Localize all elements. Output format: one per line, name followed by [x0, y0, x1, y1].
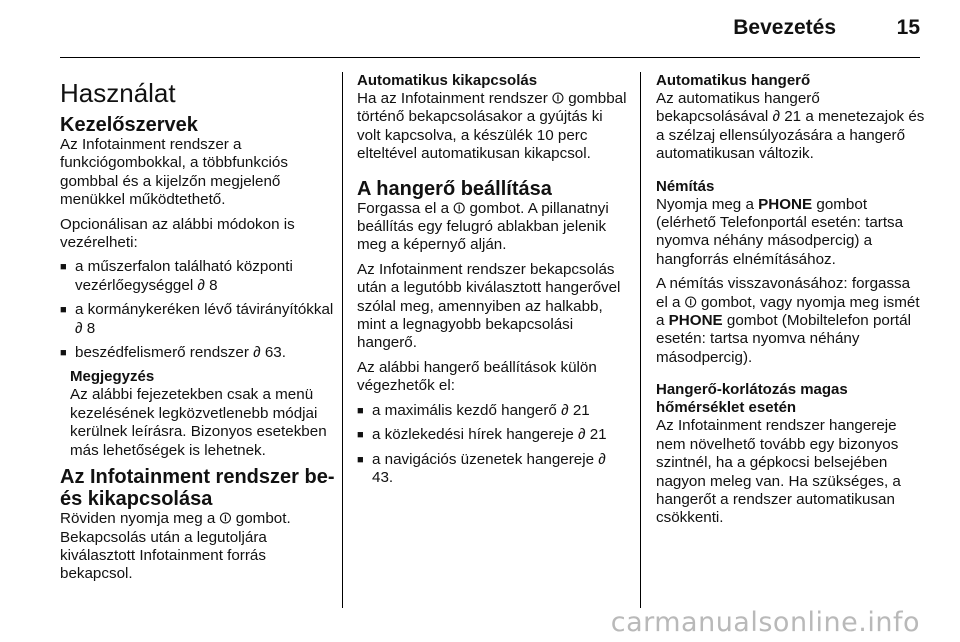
list-item: ■ a kormánykeréken lévő távirányítókkal ∂ 8	[60, 301, 336, 338]
note-block	[60, 368, 336, 460]
unmute-text-post: gombot (Mobiltelefon portál esetén: tartsa nyomva néhány másodpercig).	[656, 312, 911, 366]
note-heading: Megjegyzés	[70, 368, 155, 386]
list-item: ■ a közlekedési hírek hangereje ∂ 21	[357, 426, 627, 444]
heading-mute: Némítás	[656, 177, 715, 195]
paragraph-volume-limit: Az Infotainment rendszer hangereje nem növelhető tovább egy bizonyos szintnél, ha a gépkocsi belsejében nagyon meleg van. Ha szükséges, a hangerőt a rendszer automatikusan csökkenti.	[656, 417, 901, 527]
paragraph-options: Opcionálisan az alábbi módokon is vezérelheti:	[60, 215, 295, 252]
page-header	[0, 0, 960, 52]
paragraph-on-off: Röviden nyomja meg a ⏼ gombot. Bekapcsolás után a legutoljára kiválasztott Infotainment forrás bekapcsol.	[60, 510, 291, 583]
page-number: 15	[896, 16, 920, 39]
heading-auto-volume: Automatikus hangerő	[656, 72, 811, 89]
heading-volume: A hangerő beállítása	[357, 177, 552, 200]
column-1	[60, 72, 336, 590]
unmute-text-pre: A némítás visszavonásához: forgassa el a ⏼ gombot, vagy nyomja meg ismét a	[656, 275, 920, 330]
paragraph-controls: Az Infotainment rendszer a funkciógombokkal, a többfunkciós gombbal és a kijelzőn megjelenő menükkel működtethető.	[60, 136, 288, 209]
list-item: ■ a maximális kezdő hangerő ∂ 21	[357, 402, 627, 420]
column-divider-2	[640, 72, 641, 608]
paragraph-volume-3: Az alábbi hangerő beállítások külön végezhetők el:	[357, 358, 597, 395]
paragraph-unmute	[656, 275, 926, 367]
column-divider-1	[342, 72, 343, 608]
paragraph-volume-1: Forgassa el a ⏼ gombot. A pillanatnyi beállítás egy felugró ablakban jelenik meg a képernyő alján.	[357, 199, 609, 254]
column-3	[656, 72, 926, 534]
column-2	[357, 72, 627, 493]
paragraph-mute	[656, 196, 926, 270]
note-text: Az alábbi fejezetekben csak a menü kezelésének legközvetlenebb módjai kerülnek leírásra. Bizonyos esetekben más lehetőségek is lehetnek.	[70, 386, 327, 459]
mute-text-post: gombot (elérhető Telefonportál esetén: tartsa nyomva néhány másodpercig) a hangforrás elnémításához.	[656, 195, 904, 268]
chapter-title: Bevezetés	[733, 16, 836, 39]
heading-volume-limit: Hangerő-korlátozás magas hőmérséklet esetén	[656, 381, 848, 417]
mute-text-pre: Nyomja meg a	[656, 195, 759, 213]
list-item: ■ a műszerfalon található központi vezérlőegységgel ∂ 8	[60, 258, 336, 295]
section-title: Használat	[60, 78, 176, 108]
paragraph-volume-2: Az Infotainment rendszer bekapcsolás után a legutóbb kiválasztott hangerővel szólal meg, amennyiben az halkabb, mint a legnagyobb bekapcsolási hangerő.	[357, 260, 621, 352]
paragraph-auto-volume: Az automatikus hangerő bekapcsolásával ∂ 21 a menetezajok és a szélzaj ellensúlyozására a hangerő automatikusan változik.	[656, 90, 925, 163]
heading-auto-off: Automatikus kikapcsolás	[357, 72, 538, 89]
heading-controls: Kezelőszervek	[60, 114, 198, 136]
watermark: carmanualsonline.info	[610, 607, 920, 638]
phone-key-label: PHONE	[758, 195, 813, 213]
phone-key-label: PHONE	[668, 312, 723, 330]
header-rule	[60, 57, 920, 58]
paragraph-auto-off: Ha az Infotainment rendszer ⏼ gombbal történő bekapcsolásakor a gyújtás ki volt kapcsolva, a készülék 10 perc elteltével automatikusan kikapcsol.	[357, 90, 627, 163]
list-item: ■ a navigációs üzenetek hangereje ∂ 43.	[357, 451, 627, 488]
list-item: ■ beszédfelismerő rendszer ∂ 63.	[60, 344, 336, 362]
heading-on-off: Az Infotainment rendszer be- és kikapcsolása	[60, 466, 335, 511]
